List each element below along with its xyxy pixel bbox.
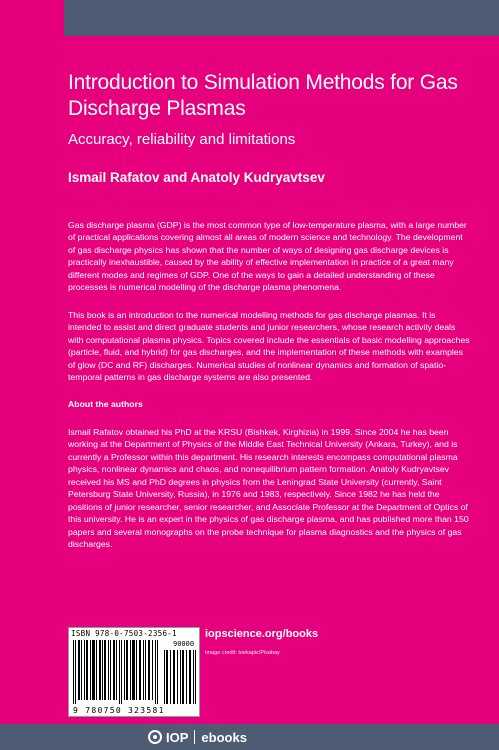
logo-ebooks-text: ebooks (201, 729, 247, 745)
image-credit: Image credit: toekapic/Pixabay (205, 650, 280, 656)
about-authors-heading: About the authors (68, 399, 143, 410)
logo-iop-text: IOP (166, 729, 189, 745)
book-title: Introduction to Simulation Methods for Gas Discharge Plasmas (68, 71, 458, 120)
footer-band (0, 724, 499, 750)
blurb-paragraph-1: Gas discharge plasma (GDP) is the most common type of low-temperature plasma, with a large number of practical applications covering almost all areas of modern science and technology. The development of gas discharge physics has shown that the number of ways of designing gas discharge devices is practically inexhaustible, caused by the ability of effective implementation in practice of a great many different modes and regimes of GDP. One of the ways to gain a detailed understanding of these processes is numerical modelling of the discharge plasma phenomena. (68, 220, 467, 293)
blurb (68, 219, 470, 565)
website-url: iopscience.org/books (205, 628, 319, 640)
barcode-number: 9 780750 323581 (73, 706, 165, 715)
barcode-addon: 90000 (173, 640, 195, 648)
book-subtitle: Accuracy, reliability and limitations (68, 131, 296, 148)
barcode-icon (73, 640, 197, 704)
book-authors: Ismail Rafatov and Anatoly Kudryavtsev (68, 170, 325, 185)
iop-logo-icon (148, 730, 162, 744)
top-band (0, 0, 499, 36)
logo-divider (194, 730, 195, 744)
isbn-label: ISBN 978-0-7503-2356-1 (71, 629, 177, 638)
about-authors-text: Ismail Rafatov obtained his PhD at the KRSU (Bishkek, Kirghizia) in 1999. Since 2004 he has been working at the Department of Physics of the Middle East Technical University (Ankara, Turkey), and is currently a Professor within this department. His research interests encompass computational plasma physics, nonlinear dynamics and chaos, and nonequilibrium pattern formation. Anatoly Kudryavtsev received his MS and PhD degrees in physics from the Leningrad State University (currently, Saint Petersburg State University, Russia), in 1976 and 1983, respectively. Since 1982 he has held the positions of junior researcher, senior researcher, and Associate Professor at the Department of Optics of this university. He is an expert in the physics of gas discharge plasma, and has published more than 150 papers and several monographs on the probe technique for plasma diagnostics and the physics of gas discharges. (68, 426, 469, 549)
top-grey-band (64, 0, 499, 36)
blurb-paragraph-2: This book is an introduction to the numerical modelling methods for gas discharge plasmas. It is intended to assist and direct graduate students and junior researchers, whose research activity deals with computational plasma physics. Topics covered include the essentials of basic modelling approaches (particle, fluid, and hybrid) for gas discharges, and the implementation of these methods with examples of glow (DC and RF) discharges. Numerical studies of nonlinear dynamics and formation of spatio-temporal patterns in gas discharge systems are also presented. (68, 309, 470, 382)
isbn-barcode (68, 627, 200, 717)
iop-ebooks-logo (148, 729, 247, 745)
